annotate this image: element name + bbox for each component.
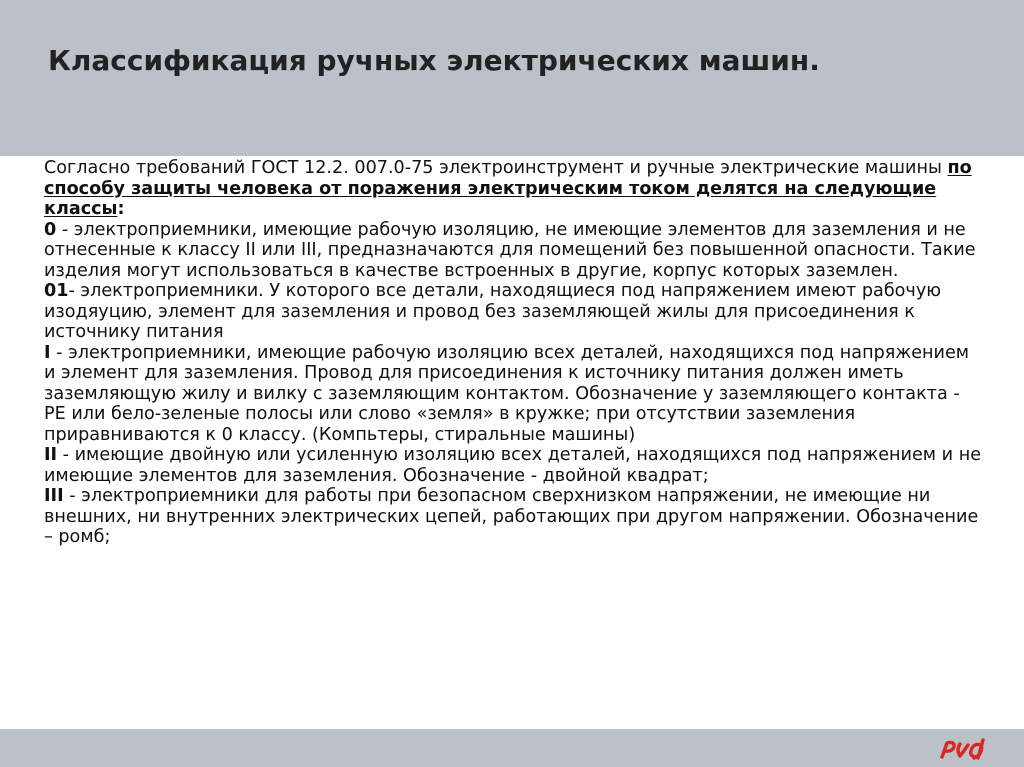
intro-text: Согласно требований ГОСТ 12.2. 007.0-75 электроинструмент и ручные электрические машины: [44, 158, 948, 178]
intro-colon: :: [117, 199, 125, 219]
class-item-i: [44, 343, 984, 446]
slide-body: [44, 158, 984, 548]
intro-paragraph: [44, 158, 984, 220]
class-description: - электроприемники. У которого все детали, находящиеся под напряжением имеют рабочую изодяуцию, элемент для заземления и провод без заземляющей жилы для присоединения к источнику питания: [44, 281, 942, 342]
class-item-0: [44, 220, 984, 282]
rzd-logo-icon: [938, 737, 990, 761]
class-code: II: [44, 445, 58, 465]
class-item-01: [44, 281, 984, 343]
footer-band: [0, 729, 1024, 767]
class-code: 01: [44, 281, 69, 301]
class-description: - электроприемники, имеющие рабочую изоляцию всех деталей, находящихся под напряжением и элемент для заземления. Провод для присоединения к источнику питания должен иметь заземляющую жилу и вилку с заземляющим контактом. Обозначение у заземляющего контакта - PE или бело-зеленые полосы или слово «земля» в кружке; при отсутствии заземления приравниваются к 0 классу. (Компьтеры, стиральные машины): [44, 342, 970, 445]
class-item-ii: [44, 445, 984, 486]
class-description: - электроприемники, имеющие рабочую изоляцию, не имеющие элементов для заземления и не отнесенные к классу II или III, предназначаются для помещений без повышенной опасности. Такие изделия могут использоваться в качестве встроенных в другие, корпус которых заземлен.: [44, 219, 976, 281]
class-description: - электроприемники для работы при безопасном сверхнизком напряжении, не имеющие ни внешних, ни внутренних электрических цепей, работающих при другом напряжении. Обозначение – ромб;: [44, 486, 979, 547]
class-code: III: [44, 486, 64, 506]
class-code: 0: [44, 219, 57, 240]
class-item-iii: [44, 486, 984, 548]
intro-underlined-text: по способу защиты человека от поражения электрическим током делятся на следующие классы: [44, 158, 972, 219]
class-code: I: [44, 342, 51, 363]
slide-title: Классификация ручных электрических машин.: [48, 44, 820, 77]
class-description: - имеющие двойную или усиленную изоляцию всех деталей, находящихся под напряжением и не имеющие элементов для заземления. Обозначение - двойной квадрат;: [44, 445, 982, 486]
header-band: [0, 0, 1024, 156]
